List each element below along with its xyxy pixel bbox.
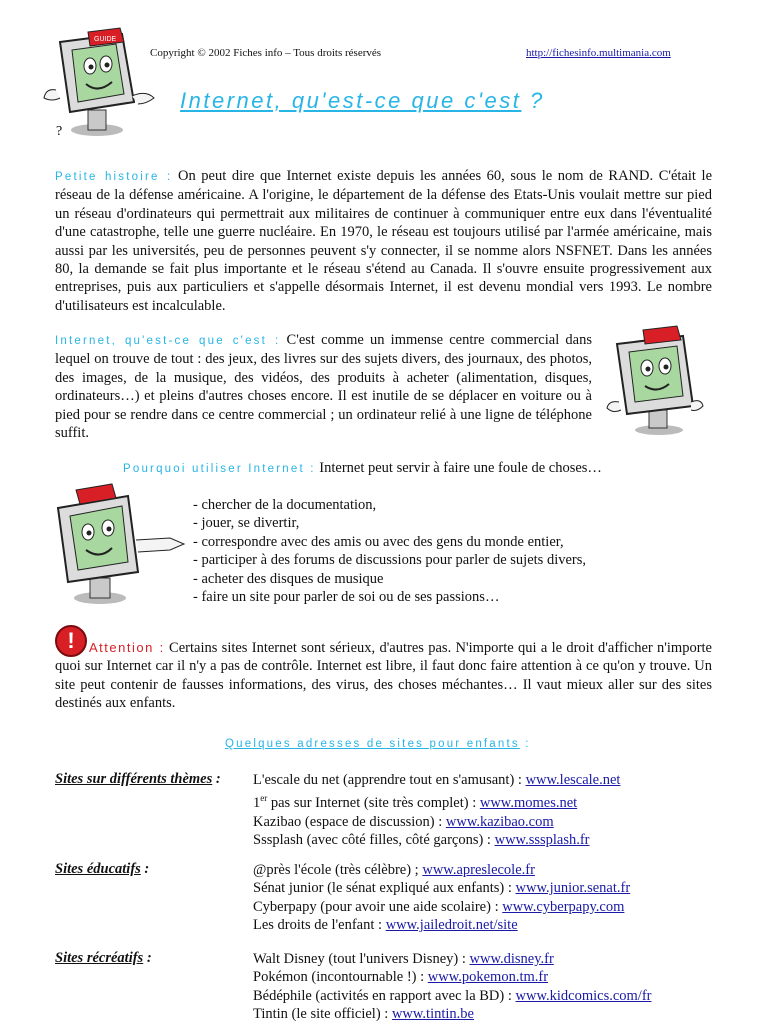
site-description: @près l'école (très célèbre) ; [253, 862, 423, 878]
why-heading [123, 460, 602, 477]
category-label: Sites éducatifs [55, 861, 141, 877]
what-keyword: Internet, qu'est-ce que c'est : [55, 335, 281, 347]
copyright-notice: Copyright © 2002 Fiches info – Tous droits réservés [150, 47, 382, 59]
category-recreational-sites [253, 950, 652, 1024]
site-description: L'escale du net (apprendre tout en s'amusant) : [253, 772, 526, 788]
what-paragraph [55, 331, 592, 442]
list-item [253, 1005, 652, 1023]
mascot-cap-label: GUIDE [94, 36, 117, 43]
side-question-mark: ? [56, 124, 63, 139]
list-item: - participer à des forums de discussions pour parler de sujets divers, [193, 552, 587, 569]
site-link[interactable]: www.junior.senat.fr [515, 880, 631, 897]
addresses-heading-colon: : [519, 738, 531, 750]
site-description: Les droits de l'enfant : [253, 917, 386, 934]
category-colon: : [140, 861, 150, 877]
list-item [253, 813, 620, 831]
history-text: On peut dire que Internet existe depuis les années 60, sous le nom de RAND. C'était le réseau de la défense américaine. A l'origine, le département de la défense des Etats-Unis voulait mettre sur pied un réseau d'ordinateurs qui permettrait aux militaires de continuer à communiquer entre eux dans l'éventualité d'une catastrophe, telle une guerre nucléaire. En 1970, le réseau est toujours utilisé par l'armée américaine, mais aussi par les universités, peu de personnes peuvent s'y connecter, il se nomme alors NSFNET. Dans les années 80, la demande se fait plus importante et le réseau s'étend au Canada. Il s'ouvre ensuite progressivement aux entreprises, puis aux particuliers et s'appelle désormais Internet, il est devenu mondial vers 1993. Le nombre d'utilisateurs est incalculable. [55, 168, 713, 314]
attention-text: Certains sites Internet sont sérieux, d'autres pas. N'importe qui a le droit d'afficher n'importe quoi sur Internet car il n'y a pas de contrôle. Internet est libre, il faut donc faire attention à ce qu'on y trouve. Un site peut contenir de fausses informations, des virus, des choses méchantes… Il vaut mieux aller sur des sites destinés aux enfants. [55, 640, 712, 712]
uses-list [193, 496, 586, 606]
site-description: Sénat junior (le sénat expliqué aux enfants) : [253, 880, 516, 897]
site-link[interactable]: www.sssplash.fr [494, 832, 590, 849]
site-description: Cyberpapy (pour avoir une aide scolaire) : [253, 898, 503, 915]
category-educational-label [55, 861, 149, 878]
page-title-text: Internet, qu'est-ce que c'est [180, 88, 522, 113]
site-link[interactable]: www.disney.fr [469, 951, 554, 967]
list-item [253, 789, 620, 812]
list-item [253, 950, 652, 968]
site-ordinal-suffix: er [260, 793, 268, 804]
site-ordinal: 1 [253, 795, 261, 812]
site-description: Sssplash (avec côté filles, côté garçons) : [253, 832, 495, 849]
site-link[interactable]: www.jailedroit.net/site [385, 917, 518, 934]
site-link[interactable]: www.momes.net [479, 795, 578, 812]
site-link[interactable]: www.apreslecole.fr [422, 862, 535, 878]
history-keyword: Petite histoire : [55, 171, 173, 183]
what-text: C'est comme un immense centre commercial dans lequel on trouve de tout : des jeux, des livres sur des sujets divers, des journaux, des photos, des images, de la musique, des vidéos, des produits à acheter (alimentation, disques, ordinateurs…) et pleins d'autres choses encore. Il est inutile de se déplacer en voiture ou à pied pour se rendre dans ce centre commercial ; un ordinateur relié à une ligne de téléphone suffit. [55, 332, 592, 442]
category-themes-label [55, 771, 221, 788]
site-description: Walt Disney (tout l'univers Disney) : [253, 951, 470, 967]
attention-paragraph [55, 638, 712, 713]
list-item: - acheter des disques de musique [193, 570, 384, 587]
category-label: Sites récréatifs [55, 950, 144, 966]
site-link[interactable]: www.lescale.net [525, 772, 621, 788]
list-item: - jouer, se divertir, [193, 515, 300, 532]
addresses-heading [225, 734, 531, 752]
list-item [253, 879, 630, 897]
history-paragraph [55, 167, 712, 315]
category-colon: : [143, 950, 152, 966]
attention-keyword: Attention : [89, 640, 165, 655]
category-educational-sites [253, 861, 630, 935]
list-item [253, 916, 630, 934]
page-title-qmark: ? [530, 88, 545, 113]
site-description: Bédéphile (activités en rapport avec la BD) : [253, 987, 516, 1004]
category-label: Sites sur différents thèmes [55, 771, 213, 787]
site-link[interactable]: www.pokemon.tm.fr [427, 969, 549, 986]
why-text: Internet peut servir à faire une foule de choses… [315, 460, 602, 476]
list-item: - faire un site pour parler de soi ou de ses passions… [193, 589, 500, 606]
list-item [253, 831, 620, 849]
site-url-link[interactable]: http://fichesinfo.multimania.com [526, 47, 671, 59]
page-title [180, 88, 545, 114]
list-item [253, 898, 630, 916]
site-link[interactable]: www.kazibao.com [445, 813, 554, 830]
site-description: Tintin (le site officiel) : [253, 1006, 392, 1023]
list-item: - chercher de la documentation, [193, 497, 377, 513]
list-item [253, 987, 652, 1005]
list-item [253, 771, 620, 789]
site-link[interactable]: www.cyberpapy.com [502, 898, 625, 915]
why-keyword: Pourquoi utiliser Internet : [123, 463, 316, 475]
addresses-heading-text: Quelques adresses de sites pour enfants [225, 738, 520, 750]
guide-computer-pointing-mascot-icon [52, 486, 192, 606]
site-link[interactable]: www.kidcomics.com/fr [515, 987, 652, 1004]
list-item: - correspondre avec des amis ou avec des gens du monde entier, [193, 533, 564, 550]
warning-icon: ! [55, 625, 87, 657]
category-themes-sites [253, 771, 620, 849]
site-description: pas sur Internet (site très complet) : [267, 795, 480, 812]
list-item [253, 861, 630, 879]
guide-computer-mascot-right-icon [605, 326, 705, 436]
category-colon: : [212, 771, 221, 787]
site-description: Kazibao (espace de discussion) : [253, 813, 446, 830]
list-item [253, 968, 652, 986]
category-recreational-label [55, 950, 152, 967]
site-description: Pokémon (incontournable !) : [253, 969, 428, 986]
site-link[interactable]: www.tintin.be [391, 1006, 474, 1023]
